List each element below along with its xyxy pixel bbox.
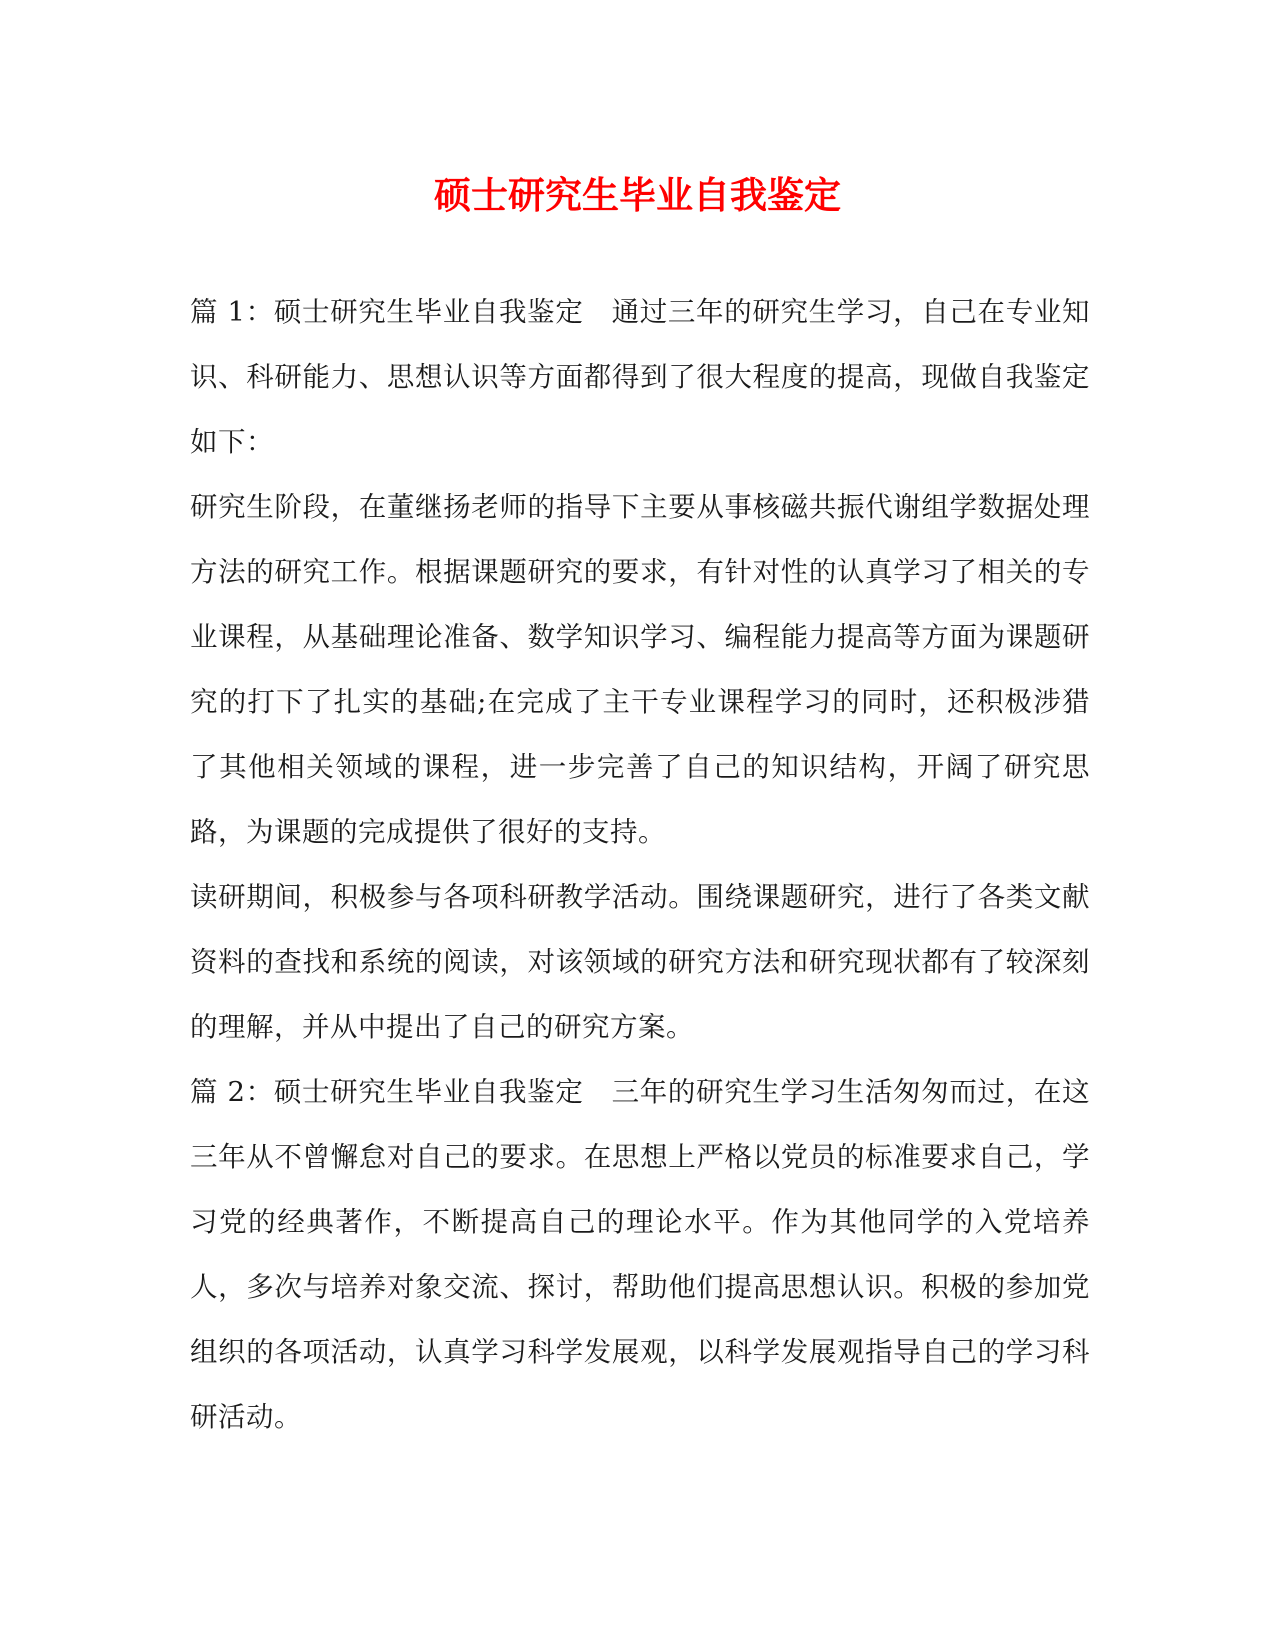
document-body: [190, 280, 1090, 1450]
document-title: 硕士研究生毕业自我鉴定: [434, 173, 841, 217]
paragraph-2: 研究生阶段，在董继扬老师的指导下主要从事核磁共振代谢组学数据处理方法的研究工作。根据课题研究的要求，有针对性的认真学习了相关的专业课程，从基础理论准备、数学知识学习、编程能力提高等方面为课题研究的打下了扎实的基础;在完成了主干专业课程学习的同时，还积极涉猎了其他相关领域的课程，进一步完善了自己的知识结构，开阔了研究思路，为课题的完成提供了很好的支持。: [190, 491, 1090, 848]
paragraph-4: 篇 2：硕士研究生毕业自我鉴定 三年的研究生学习生活匆匆而过，在这三年从不曾懈怠对自己的要求。在思想上严格以党员的标准要求自己，学习党的经典著作，不断提高自己的理论水平。作为其他同学的入党培养人，多次与培养对象交流、探讨，帮助他们提高思想认识。积极的参加党组织的各项活动，认真学习科学发展观，以科学发展观指导自己的学习科研活动。: [190, 1076, 1090, 1433]
paragraph-3: 读研期间，积极参与各项科研教学活动。围绕课题研究，进行了各类文献资料的查找和系统的阅读，对该领域的研究方法和研究现状都有了较深刻的理解，并从中提出了自己的研究方案。: [190, 881, 1090, 1043]
paragraph-1: 篇 1：硕士研究生毕业自我鉴定 通过三年的研究生学习，自己在专业知识、科研能力、思想认识等方面都得到了很大程度的提高，现做自我鉴定如下：: [190, 296, 1090, 458]
